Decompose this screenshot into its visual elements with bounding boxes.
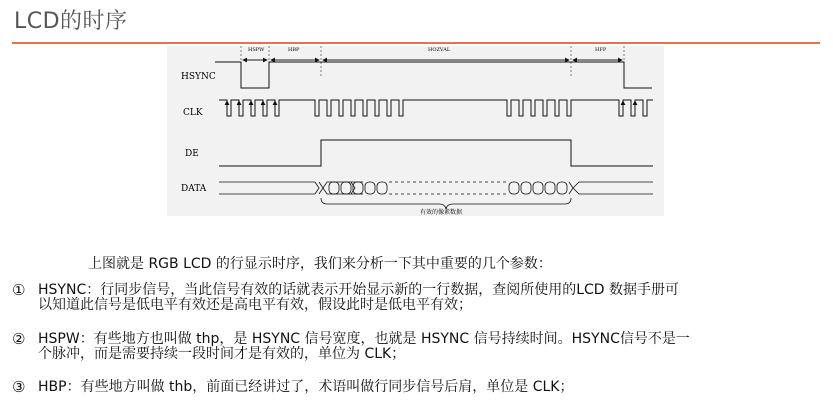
data-bus <box>219 182 653 209</box>
item-number: ① <box>12 281 26 299</box>
signal-label-hsync: HSYNC <box>181 72 216 82</box>
signal-label-data: DATA <box>181 184 207 194</box>
item-text-line: 个脉冲，而是需要持续一段时间才是有效的，单位为 CLK； <box>38 346 406 362</box>
clk-edge-arrows <box>227 101 635 110</box>
de-waveform <box>219 140 653 166</box>
clk-waveform <box>219 100 653 116</box>
intro-paragraph: 上图就是 RGB LCD 的行显示时序，我们来分析一下其中重要的几个参数： <box>88 256 552 272</box>
hsync-waveform <box>215 62 652 88</box>
signal-label-de: DE <box>185 149 199 159</box>
segment-label-hbp: HBP <box>288 47 300 53</box>
item-text-line: 以知道此信号是低电平有效还是高电平有效，假设此时是低电平有效； <box>38 297 472 313</box>
segment-label-hozval: HOZVAL <box>428 47 451 53</box>
item-text-line: HBP：有些地方叫做 thb，前面已经讲过了，术语叫做行同步信号后肩，单位是 CLK； <box>38 379 574 395</box>
item-number: ② <box>12 330 26 348</box>
title-divider <box>12 42 820 44</box>
data-caption: 有效的像素数据 <box>420 209 463 216</box>
signal-label-clk: CLK <box>183 108 203 118</box>
hsync-timing-diagram <box>167 46 664 216</box>
page-title: LCD的时序 <box>14 9 128 34</box>
item-number: ③ <box>12 378 26 396</box>
item-text-line: HSPW：有些地方也叫做 thp，是 HSYNC 信号宽度，也就是 HSYNC 信号持续时间。HSYNC信号不是一 <box>38 331 690 347</box>
timing-svg <box>167 46 664 216</box>
segment-label-hfp: HFP <box>595 47 607 53</box>
item-text-line: HSYNC：行同步信号，当此信号有效的话就表示开始显示新的一行数据，查阅所使用的LCD 数据手册可 <box>38 282 680 298</box>
segment-label-hspw: HSPW <box>248 47 265 53</box>
